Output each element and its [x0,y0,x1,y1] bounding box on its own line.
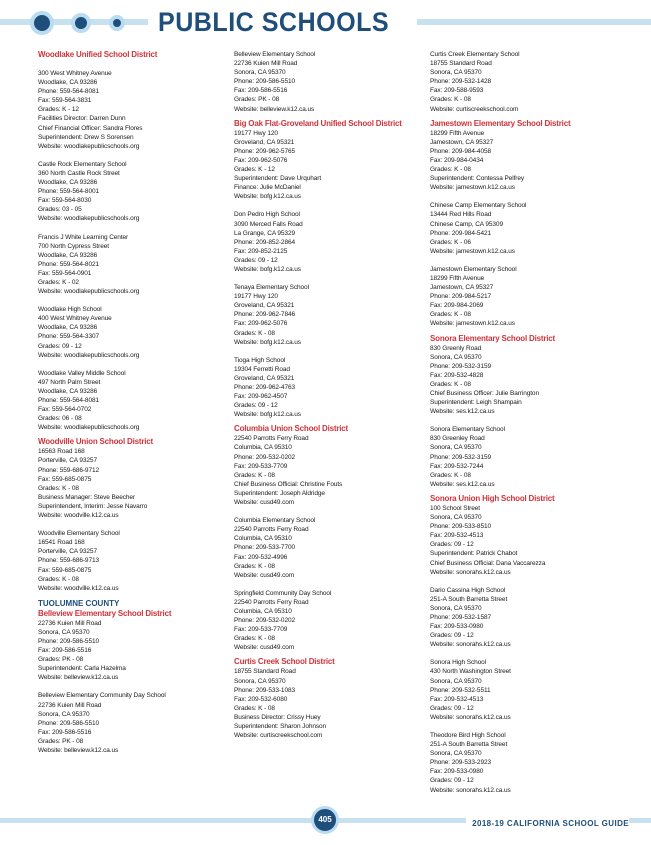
directory-column-3 [430,50,626,795]
entry-line: Fax: 209-984-2069 [430,302,484,310]
entry-line: Website: woodlakepublicschools.org [38,142,140,150]
entry-line: Phone: 559-564-8001 [38,188,99,196]
entry-line: Woodville Elementary School [38,530,120,538]
entry-line: Website: sonorahs.k12.ca.us [430,568,511,576]
entry-line: 22540 Parrotts Ferry Road [234,526,309,534]
entry-line: 13444 Red Hills Road [430,211,492,219]
school-entry [38,369,234,433]
entry-line: Groveland, CA 95321 [234,302,295,310]
entry-line: Grades: 09 - 12 [430,541,474,549]
entry-line: Website: woodlakepublicschools.org [38,351,140,359]
entry-line: Phone: 559-686-9713 [38,557,99,565]
directory-column-1 [38,50,234,755]
entry-line: 497 North Palm Street [38,378,101,386]
entry-line: Website: sonorahs.k12.ca.us [430,641,511,649]
entry-line: Phone: 209-532-0202 [234,617,295,625]
entry-line: Facilities Director: Darren Dunn [38,115,126,123]
entry-line: Chinese Camp, CA 95309 [430,220,503,228]
district-heading: Jamestown Elementary School District [430,118,571,128]
entry-line: Grades: K - 02 [38,278,79,286]
entry-line: Sonora, CA 95370 [430,444,482,452]
entry-line: Website: bofg.k12.ca.us [234,411,301,419]
entry-line: Website: belleview.k12.ca.us [38,747,119,754]
entry-line: Sonora, CA 95370 [38,710,90,718]
entry-line: Fax: 559-564-3831 [38,97,92,105]
entry-line: Website: bofg.k12.ca.us [234,338,301,346]
entry-line: Sonora Elementary School [430,426,505,434]
entry-line: Jamestown Elementary School [430,265,517,273]
school-entry [38,447,234,520]
entry-line: Grades: K - 08 [430,166,471,174]
entry-line: La Grange, CA 95329 [234,229,295,237]
entry-line: Fax: 209-532-4828 [430,371,484,379]
school-entry [234,434,430,507]
entry-line: Website: cusd49.com [234,571,295,579]
entry-line: Grades: 09 - 12 [234,402,278,410]
entry-line: Fax: 209-852-2125 [234,247,288,255]
entry-line: Fax: 209-533-0980 [430,623,484,631]
entry-line: Grades: 06 - 08 [38,415,82,423]
entry-line: Grades: K - 08 [430,471,471,479]
entry-line: Woodlake, CA 93286 [38,179,98,187]
entry-line: 18755 Standard Road [234,668,296,676]
entry-line: Website: jamestown.k12.ca.us [430,320,515,328]
entry-line: Website: woodlakepublicschools.org [38,215,140,223]
county-heading: TUOLUMNE COUNTY [38,598,120,608]
entry-line: Superintendent: Patrick Chabot [430,550,518,558]
entry-line: Superintendent: Dave Urquhart [234,175,322,183]
entry-line: Woodlake High School [38,306,102,314]
entry-line: Woodlake, CA 93286 [38,324,98,332]
entry-line: Fax: 209-532-4513 [430,532,484,540]
entry-line: Porterville, CA 93257 [38,457,97,465]
entry-line: Phone: 559-564-8081 [38,397,99,404]
entry-line: Groveland, CA 95321 [234,138,295,146]
entry-line: Jamestown, CA 95327 [430,138,494,146]
entry-line: Sonora, CA 95370 [430,604,482,612]
entry-line: Superintendent: Contessa Pelfrey [430,175,524,183]
entry-line: Phone: 209-532-3159 [430,362,491,370]
entry-line: 251-A South Barretta Street [430,595,508,603]
school-entry [234,356,430,420]
entry-line: Grades: PK - 08 [38,737,84,745]
entry-line: Phone: 559-564-3307 [38,333,99,341]
entry-line: 300 West Whitney Avenue [38,70,112,77]
entry-line: Phone: 209-532-3159 [430,453,491,461]
entry-line: 22736 Kuien Mill Road [234,60,298,68]
entry-line: Woodlake, CA 93286 [38,79,98,87]
guide-title: 2018-19 CALIFORNIA SCHOOL GUIDE [472,819,629,828]
school-entry [234,516,430,580]
entry-line: Website: ses.k12.ca.us [430,408,495,416]
entry-line: Sonora, CA 95370 [38,628,90,636]
entry-line: Belleview Elementary Community Day School [38,692,166,700]
entry-line: Fax: 209-532-4513 [430,695,484,703]
entry-line: Website: bofg.k12.ca.us [234,265,301,273]
entry-line: Grades: K - 08 [430,311,471,319]
entry-line: Fax: 209-586-5516 [38,647,92,655]
entry-line: Website: cusd49.com [234,499,295,507]
entry-line: Website: ses.k12.ca.us [430,480,495,488]
entry-line: Theodore Bird High School [430,732,506,739]
entry-line: 22736 Kuien Mill Road [38,619,102,627]
school-entry [430,50,626,114]
entry-line: Phone: 209-984-5217 [430,293,491,301]
entry-line: Belleview Elementary School [234,51,316,58]
entry-line: Tioga High School [234,356,286,364]
entry-line: Chief Business Official: Christine Fouts [234,480,343,488]
entry-line: Francis J White Learning Center [38,233,129,241]
entry-line: Phone: 559-564-8081 [38,88,99,96]
entry-line: Superintendent, Interim: Jesse Navarro [38,502,148,510]
school-entry [430,201,626,256]
entry-line: Fax: 209-532-6080 [234,695,288,703]
school-entry [234,589,430,653]
entry-line: Woodlake Valley Middle School [38,369,126,377]
entry-line: 19177 Hwy 120 [234,129,278,137]
entry-line: Grades: K - 08 [234,635,275,643]
entry-line: 18299 Fifth Avenue [430,274,485,282]
entry-line: 22736 Kuien Mill Road [38,701,102,709]
entry-line: Website: sonorahs.k12.ca.us [430,713,511,721]
entry-line: Phone: 209-586-5510 [234,78,295,86]
entry-line: 830 Greenley Road [430,435,485,443]
school-entry [430,425,626,489]
entry-line: Website: belleview.k12.ca.us [234,105,315,113]
entry-line: Website: woodlakepublicschools.org [38,424,140,432]
entry-line: Sonora, CA 95370 [430,750,482,758]
school-entry [38,619,234,683]
entry-line: Phone: 209-533-2923 [430,759,491,767]
entry-line: Phone: 209-962-7846 [234,311,295,319]
entry-line: Website: curtiscreekschool.com [430,105,519,113]
entry-line: Fax: 209-962-4507 [234,393,288,401]
entry-line: Website: belleview.k12.ca.us [38,674,119,682]
footer-guide-box [466,813,629,831]
school-entry [38,233,234,297]
entry-line: Woodlake, CA 93286 [38,251,98,259]
entry-line: Don Pedro High School [234,211,300,219]
entry-line: Grades: K - 06 [430,238,471,246]
entry-line: 22540 Parrotts Ferry Road [234,598,309,606]
header-dot-medium-icon [71,13,91,33]
entry-line: Fax: 209-533-7709 [234,626,288,634]
entry-line: Superintendent: Drew S Sorensen [38,133,134,141]
entry-line: Superintendent: Joseph Aldridge [234,489,325,497]
entry-line: Business Director: Crissy Huey [234,713,321,721]
entry-line: Grades: K - 08 [234,329,275,337]
entry-line: Grades: K - 12 [38,106,79,114]
school-entry [430,658,626,722]
entry-line: Website: woodville.k12.ca.us [38,512,119,520]
district-heading: Columbia Union School District [234,424,349,434]
page-title: PUBLIC SCHOOLS [158,7,390,37]
entry-line: Phone: 209-532-1428 [430,78,491,86]
entry-line: Fax: 209-962-5076 [234,320,288,328]
district-heading: Sonora Union High School District [430,493,555,503]
entry-line: Sonora, CA 95370 [430,69,482,77]
entry-line: 16541 Road 168 [38,539,85,547]
school-entry [234,50,430,114]
entry-line: Woodlake, CA 93286 [38,387,98,395]
school-entry [234,129,430,202]
entry-line: Finance: Julie McDaniel [234,184,301,192]
entry-line: Curtis Creek Elementary School [430,51,520,58]
entry-line: Sonora, CA 95370 [430,514,482,522]
school-entry [234,283,430,347]
entry-line: Grades: K - 08 [234,704,275,712]
entry-line: Superintendent: Leigh Shampain [430,399,522,407]
entry-line: Sonora High School [430,659,487,667]
entry-line: 19304 Ferretti Road [234,365,290,373]
school-entry [430,129,626,193]
entry-line: 18299 Fifth Avenue [430,129,485,137]
entry-line: Fax: 209-588-9593 [430,87,484,95]
entry-line: 22540 Parrotts Ferry Road [234,435,309,443]
entry-line: Phone: 209-984-5421 [430,229,491,237]
entry-line: Grades: 09 - 12 [430,704,474,712]
entry-line: Grades: K - 08 [38,575,79,583]
entry-line: Fax: 559-564-0702 [38,406,92,414]
entry-line: Fax: 209-962-5076 [234,156,288,164]
school-entry [430,586,626,650]
entry-line: 16563 Road 168 [38,448,85,456]
entry-line: Phone: 209-532-0202 [234,453,295,461]
entry-line: 400 West Whitney Avenue [38,315,112,323]
entry-line: Grades: K - 08 [234,562,275,570]
entry-line: Fax: 559-564-8030 [38,197,92,205]
entry-line: Fax: 209-984-0434 [430,156,484,164]
entry-line: 19177 Hwy 120 [234,293,278,301]
entry-line: Grades: 03 - 05 [38,206,82,214]
entry-line: Phone: 209-533-1083 [234,686,295,694]
entry-line: Grades: K - 12 [234,166,275,174]
entry-line: Fax: 559-564-0901 [38,269,92,277]
entry-line: Grades: PK - 08 [38,656,84,664]
entry-line: Phone: 209-852-2864 [234,238,295,246]
entry-line: Business Manager: Steve Beecher [38,493,135,501]
entry-line: Grades: 09 - 12 [38,342,82,350]
entry-line: Phone: 209-532-1587 [430,613,491,621]
entry-line: Grades: K - 08 [234,471,275,479]
district-heading: Woodville Union School District [38,437,153,447]
entry-line: Phone: 209-533-8510 [430,523,491,531]
district-heading: Belleview Elementary School District [38,608,172,618]
entry-line: Fax: 209-533-7709 [234,462,288,470]
entry-line: Phone: 209-586-5510 [38,719,99,727]
entry-line: Website: curtiscreekschool.com [234,732,323,740]
entry-line: Sonora, CA 95370 [430,353,482,361]
entry-line: Dario Cassina High School [430,586,506,594]
directory-column-2 [234,50,430,740]
entry-line: Website: jamestown.k12.ca.us [430,184,515,192]
school-entry [38,69,234,151]
entry-line: Superintendent: Carla Hazelma [38,665,126,673]
entry-line: 700 North Cypress Street [38,242,109,250]
entry-line: 830 Greenly Road [430,344,482,352]
entry-line: Phone: 209-984-4058 [430,147,491,155]
entry-line: Grades: 09 - 12 [430,777,474,785]
entry-line: Fax: 209-532-7244 [430,462,484,470]
entry-line: Grades: K - 08 [430,96,471,104]
entry-line: 251-A South Barretta Street [430,741,508,749]
entry-line: Springfield Community Day School [234,589,332,597]
school-entry [38,160,234,224]
entry-line: Chief Business Official: Dana Vaccarezza [430,559,546,567]
entry-line: Grades: K - 08 [430,380,471,388]
entry-line: Phone: 209-586-5510 [38,637,99,645]
entry-line: Columbia, CA 95310 [234,535,292,543]
entry-line: Chief Business Officer: Julie Barrington [430,390,539,397]
school-entry [430,731,626,795]
entry-line: Jamestown, CA 95327 [430,284,494,292]
entry-line: Website: cusd49.com [234,644,295,652]
school-entry [430,265,626,329]
header-dot-small-icon [109,15,125,31]
entry-line: Phone: 209-962-4763 [234,384,295,391]
entry-line: Grades: 09 - 12 [430,632,474,640]
entry-line: Columbia, CA 95310 [234,607,292,615]
entry-line: Phone: 559-686-9712 [38,466,99,474]
district-heading: Sonora Elementary School District [430,333,555,343]
entry-line: 18755 Standard Road [430,60,492,68]
entry-line: Porterville, CA 93257 [38,548,97,556]
entry-line: 3090 Merced Falls Road [234,220,303,228]
entry-line: Website: bofg.k12.ca.us [234,193,301,201]
entry-line: Fax: 209-586-5516 [234,87,288,95]
entry-line: Castle Rock Elementary School [38,160,127,168]
district-heading: Woodlake Unified School District [38,50,158,59]
entry-line: Fax: 559-685-0875 [38,566,92,574]
entry-line: Superintendent: Sharon Johnson [234,723,327,730]
entry-line: Columbia, CA 95310 [234,444,292,452]
entry-line: Phone: 209-533-7700 [234,544,295,552]
school-entry [38,691,234,755]
district-heading: Curtis Creek School District [234,657,335,667]
header-title-box [148,4,417,40]
entry-line: Chinese Camp Elementary School [430,202,527,210]
school-entry [430,344,626,417]
entry-line: Sonora, CA 95370 [234,69,286,77]
entry-line: Website: woodlakepublicschools.org [38,288,140,296]
district-heading: Big Oak Flat-Groveland Unified School District [234,118,402,128]
entry-line: Fax: 559-685-0875 [38,475,92,483]
entry-line: Chief Financial Officer: Sandra Flores [38,124,143,132]
entry-line: Tenaya Elementary School [234,284,309,292]
entry-line: Phone: 559-564-8021 [38,260,99,268]
entry-line: Grades: K - 08 [38,484,79,492]
entry-line: 430 North Washington Street [430,668,511,676]
entry-line: Phone: 209-962-5765 [234,147,295,155]
school-entry [430,504,626,577]
entry-line: Sonora, CA 95370 [234,677,286,685]
entry-line: Website: woodville.k12.ca.us [38,584,119,592]
entry-line: Website: sonorahs.k12.ca.us [430,786,511,794]
entry-line: Fax: 209-532-4996 [234,553,288,561]
school-entry [38,305,234,360]
entry-line: Fax: 209-586-5516 [38,728,92,736]
school-entry [38,529,234,593]
entry-line: Sonora, CA 95370 [430,677,482,685]
entry-line: Groveland, CA 95321 [234,374,295,382]
entry-line: Columbia Elementary School [234,517,316,525]
school-entry [234,210,430,274]
header-dot-large-icon [30,11,54,35]
page-number: 405 [311,806,339,834]
entry-line: 100 School Street [430,504,480,512]
entry-line: Website: jamestown.k12.ca.us [430,247,515,255]
entry-line: 360 North Castle Rock Street [38,169,120,177]
entry-line: Phone: 209-532-5511 [430,686,491,694]
entry-line: Fax: 209-533-0980 [430,768,484,776]
entry-line: Grades: 09 - 12 [234,256,278,264]
entry-line: Grades: PK - 08 [234,96,280,104]
school-entry [234,667,430,740]
